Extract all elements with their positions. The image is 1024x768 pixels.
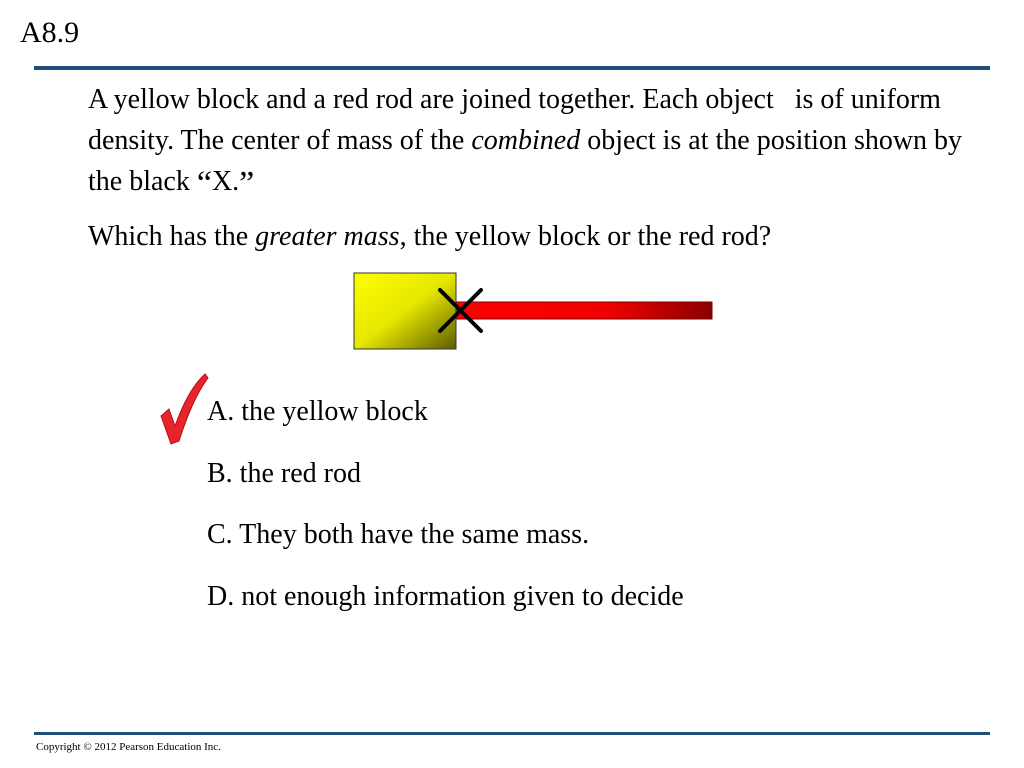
close-quote: ”	[239, 165, 255, 202]
answer-choices	[207, 391, 684, 637]
footer-divider	[34, 732, 990, 735]
question-text-part: Which has the	[88, 221, 256, 252]
emphasis-combined: combined	[471, 125, 581, 156]
emphasis-greater-mass: greater mass	[255, 221, 400, 252]
choice-a[interactable]: A. the yellow block	[207, 396, 428, 427]
checkmark-icon	[158, 372, 210, 446]
block-rod-diagram	[340, 265, 740, 375]
question-text	[88, 79, 988, 257]
question-paragraph-1	[88, 79, 988, 202]
marker-label: X.	[211, 166, 240, 197]
question-paragraph-2	[88, 216, 988, 257]
yellow-block	[354, 273, 456, 349]
open-quote: “	[196, 165, 212, 202]
copyright-footer: Copyright © 2012 Pearson Education Inc.	[36, 741, 221, 753]
choice-c[interactable]: C. They both have the same mass.	[207, 519, 590, 550]
header-divider	[34, 66, 990, 70]
choice-b[interactable]: B. the red rod	[207, 457, 361, 489]
question-text-part: , the yellow block or the red rod?	[399, 221, 772, 252]
red-rod	[456, 302, 712, 319]
question-text-part: object is at the position shown by the black	[88, 125, 963, 197]
question-text-part: A yellow block and a red rod are joined together. Each object is of uniform density. The center of mass of the	[88, 84, 941, 156]
slide-number: A8.9	[20, 16, 80, 49]
choice-d[interactable]: D. not enough information given to decide	[207, 580, 684, 612]
